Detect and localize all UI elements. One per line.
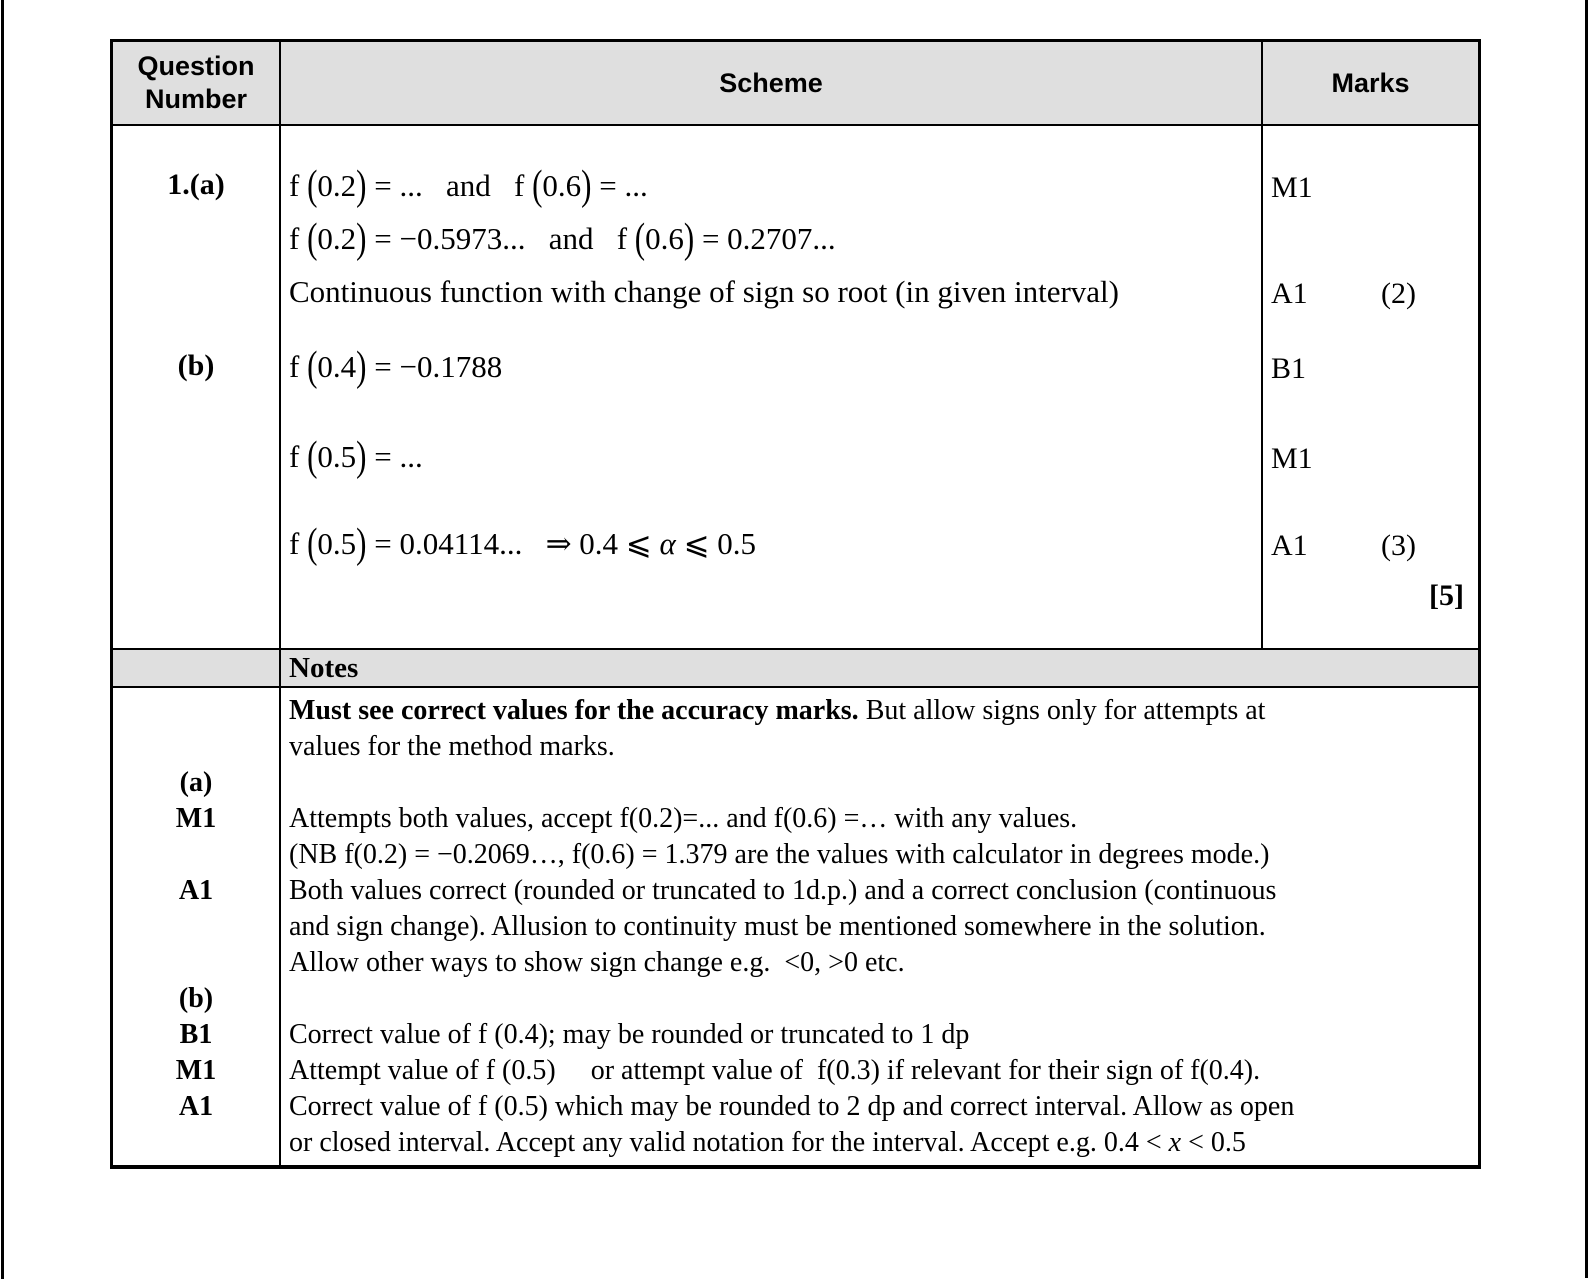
mark-code: B1 <box>1271 352 1307 385</box>
header-scheme: Scheme <box>281 42 1263 124</box>
scheme-line: f (0.2) = −0.5973... and f (0.6) = 0.2707... <box>289 214 836 262</box>
note-text-line: Allow other ways to show sign change e.g. <0, >0 etc. <box>289 947 905 978</box>
mark-entry <box>1271 528 1470 564</box>
mark-subtotal: (2) <box>1381 277 1416 310</box>
table-header-row <box>113 42 1478 126</box>
mark-scheme-table <box>110 39 1481 1169</box>
mark-code: A1 <box>1271 277 1308 310</box>
note-text-line: and sign change). Allusion to continuity must be mentioned somewhere in the solution. <box>289 911 1266 942</box>
scheme-line: f (0.5) = ... <box>289 432 423 480</box>
note-text-line <box>281 765 1478 801</box>
mark-entry <box>1271 276 1470 312</box>
notes-text-column <box>281 688 1478 1165</box>
note-text-line: Both values correct (rounded or truncated to 1d.p.) and a correct conclusion (continuous <box>289 875 1277 906</box>
note-text-line: Attempt value of f (0.5) or attempt value of f(0.3) if relevant for their sign of f(0.4). <box>289 1055 1261 1086</box>
note-mark-label: A1 <box>178 875 214 906</box>
notes-label-cell <box>113 688 281 1165</box>
note-mark-label <box>113 1125 279 1161</box>
question-total-marks: [5] <box>1429 579 1464 612</box>
scheme-line: f (0.2) = ... and f (0.6) = ... <box>289 161 648 209</box>
question-row <box>113 126 1478 650</box>
note-mark-label <box>113 909 279 945</box>
notes-text-cell <box>281 688 1478 1165</box>
note-text-line: Attempts both values, accept f(0.2)=... and f(0.6) =… with any values. <box>289 803 1078 834</box>
note-text-line: or closed interval. Accept any valid notation for the interval. Accept e.g. 0.4 < x < 0.5 <box>289 1127 1246 1158</box>
note-mark-label: (b) <box>178 983 214 1014</box>
note-mark-label: B1 <box>179 1019 213 1050</box>
scheme-line: Continuous function with change of sign so root (in given interval) <box>289 274 1119 309</box>
note-mark-label: M1 <box>175 1055 217 1086</box>
mark-entry <box>1271 351 1470 387</box>
mark-entry <box>1271 441 1470 477</box>
scheme-cell <box>281 126 1263 648</box>
question-part-label-b: (b) <box>177 349 215 382</box>
header-question-number: Question Number <box>113 42 281 124</box>
mark-entry <box>1271 170 1470 206</box>
mark-code: A1 <box>1271 529 1308 562</box>
notes-title-row <box>113 650 1478 688</box>
question-part-label-a: 1.(a) <box>167 168 225 201</box>
notes-label-column <box>113 688 279 1165</box>
note-mark-label <box>113 729 279 765</box>
header-marks: Marks <box>1331 67 1410 98</box>
note-mark-label: M1 <box>175 803 217 834</box>
page-border-right <box>1585 0 1588 1278</box>
notes-title-left-cell <box>113 650 281 686</box>
note-text-line: Correct value of f (0.4); may be rounded or truncated to 1 dp <box>289 1019 970 1050</box>
note-mark-label <box>113 945 279 981</box>
notes-title: Notes <box>289 652 359 684</box>
note-mark-label: A1 <box>178 1091 214 1122</box>
note-text-line <box>281 981 1478 1017</box>
note-mark-label <box>113 693 279 729</box>
note-text-line: (NB f(0.2) = −0.2069…, f(0.6) = 1.379 are the values with calculator in degrees mode.) <box>289 839 1270 870</box>
mark-subtotal: (3) <box>1381 529 1416 562</box>
mark-code: M1 <box>1271 171 1313 204</box>
page-border-left <box>1 0 4 1279</box>
mark-code: M1 <box>1271 442 1313 475</box>
notes-body-row <box>113 688 1478 1165</box>
note-mark-label: (a) <box>179 767 213 798</box>
note-text-line: values for the method marks. <box>289 731 615 762</box>
marks-cell <box>1263 126 1478 648</box>
note-mark-label <box>113 837 279 873</box>
question-number-cell <box>113 126 281 648</box>
note-text-line: Correct value of f (0.5) which may be rounded to 2 dp and correct interval. Allow as open <box>289 1091 1295 1122</box>
note-text-line: Must see correct values for the accuracy marks. But allow signs only for attempts at <box>289 695 1266 726</box>
scheme-line: f (0.5) = 0.04114... ⇒ 0.4 ⩽ α ⩽ 0.5 <box>289 519 757 567</box>
scheme-line: f (0.4) = −0.1788 <box>289 342 503 390</box>
